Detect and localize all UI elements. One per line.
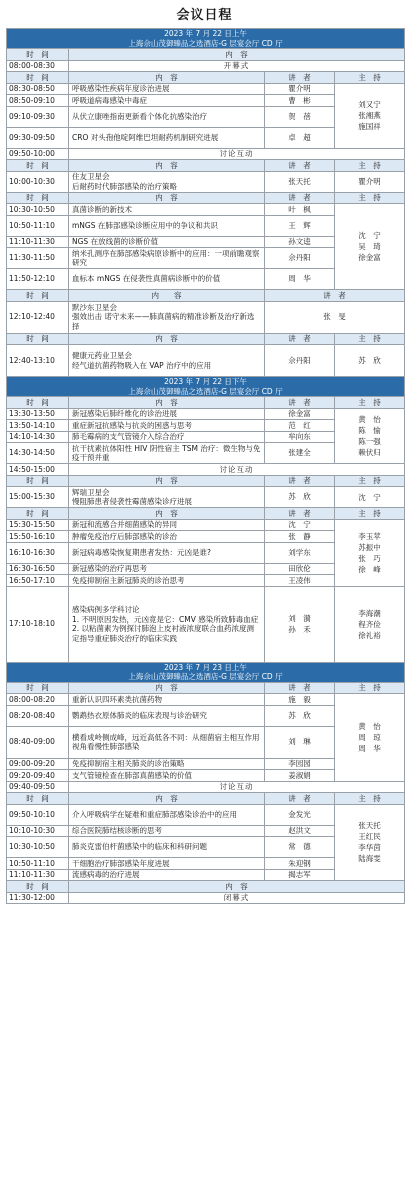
header-content: 内 容 xyxy=(69,682,265,694)
speaker-cell: 牟向东 xyxy=(265,431,335,443)
header-chair: 主 持 xyxy=(335,333,405,345)
topic-cell: 血标本 mNGS 在侵袭性真菌病诊断中的价值 xyxy=(69,269,265,290)
header-speaker: 讲 者 xyxy=(265,682,335,694)
header-content: 内 容 xyxy=(69,508,265,520)
header-row xyxy=(7,508,405,520)
header-time: 时 间 xyxy=(7,475,69,487)
time-cell: 09:20-09:40 xyxy=(7,770,69,782)
speaker-cell: 孙文逵 xyxy=(265,236,335,248)
speaker-cell: 范 红 xyxy=(265,420,335,432)
header-time: 时 间 xyxy=(7,333,69,345)
speaker-cell: 刘 漪 孙 禾 xyxy=(265,586,335,662)
time-cell: 17:10-18:10 xyxy=(7,586,69,662)
speaker-cell: 张建全 xyxy=(265,443,335,464)
speaker-cell: 田欣伦 xyxy=(265,563,335,575)
chair-cell: 沈 宁 xyxy=(335,487,405,508)
band-venue: 上海佘山茂御臻品之选酒店-G 层宴会厅 CD 厅 xyxy=(128,386,283,396)
session-row xyxy=(7,408,405,420)
time-cell: 14:10-14:30 xyxy=(7,431,69,443)
discussion-label: 讨论互动 xyxy=(69,781,405,793)
time-cell: 16:30-16:50 xyxy=(7,563,69,575)
time-cell: 10:30-10:50 xyxy=(7,204,69,216)
time-cell: 10:10-10:30 xyxy=(7,825,69,837)
discussion-row xyxy=(7,148,405,160)
speaker-cell: 卓 超 xyxy=(265,127,335,148)
header-time: 时 间 xyxy=(7,682,69,694)
time-cell: 13:30-13:50 xyxy=(7,408,69,420)
speaker-cell: 苏 欣 xyxy=(265,487,335,508)
header-row xyxy=(7,793,405,805)
session-row xyxy=(7,804,405,825)
speaker-cell: 朱迎钢 xyxy=(265,858,335,870)
header-content: 内 容 xyxy=(69,49,405,61)
closing-label: 闭幕式 xyxy=(69,892,405,904)
header-content: 内 容 xyxy=(69,290,265,302)
speaker-cell: 施 毅 xyxy=(265,694,335,706)
time-cell: 11:30-12:00 xyxy=(7,892,69,904)
speaker-cell: 瞿介明 xyxy=(265,83,335,95)
topic-cell: 重症新冠抗感染与抗炎的困惑与思考 xyxy=(69,420,265,432)
topic-cell: CRO 对头孢他啶阿维巴坦耐药机制研究进展 xyxy=(69,127,265,148)
header-content: 内 容 xyxy=(69,160,265,172)
band-venue: 上海佘山茂御臻品之选酒店-G 层宴会厅 CD 厅 xyxy=(128,38,283,48)
speaker-cell: 揭志军 xyxy=(265,869,335,881)
topic-cell: 鹦鹉热衣原体肺炎的临床表现与诊治研究 xyxy=(69,705,265,726)
header-chair: 主 持 xyxy=(335,397,405,409)
time-cell: 10:30-10:50 xyxy=(7,837,69,858)
header-chair: 主 持 xyxy=(335,192,405,204)
speaker-cell: 刘 琳 xyxy=(265,726,335,758)
header-chair: 主 持 xyxy=(335,508,405,520)
topic-cell: 横看成岭侧成峰，远近高低各不同：从细菌宿主相互作用视角看慢性肺部感染 xyxy=(69,726,265,758)
speaker-cell: 李园园 xyxy=(265,758,335,770)
topic-cell: 从伏立康唑指南更新看个体化抗感染治疗 xyxy=(69,106,265,127)
time-cell: 10:50-11:10 xyxy=(7,858,69,870)
chair-cell: 张天托 王红民 李华茵 陆海雯 xyxy=(335,804,405,881)
day2-am-band xyxy=(7,662,405,682)
header-speaker: 讲 者 xyxy=(265,192,335,204)
header-chair: 主 持 xyxy=(335,475,405,487)
topic-cell: 新冠感染后肺纤维化的诊治进展 xyxy=(69,408,265,420)
mdt-row xyxy=(7,586,405,662)
chair-cell: 李海潮 程齐俭 徐礼裕 xyxy=(335,586,405,662)
speaker-cell: 苏 欣 xyxy=(265,705,335,726)
header-chair: 主 持 xyxy=(335,682,405,694)
band-venue: 上海佘山茂御臻品之选酒店-G 层宴会厅 CD 厅 xyxy=(128,672,283,681)
header-speaker: 讲 者 xyxy=(265,160,335,172)
session-row xyxy=(7,204,405,216)
time-cell: 14:50-15:00 xyxy=(7,464,69,476)
topic-cell: mNGS 在肺部感染诊断应用中的争议和共识 xyxy=(69,215,265,236)
opening-label: 开幕式 xyxy=(69,60,405,72)
time-cell: 08:00-08:30 xyxy=(7,60,69,72)
topic-cell: 默沙东卫星会 强效出击 诺守未来——肺真菌病的精准诊断及治疗新选择 xyxy=(69,301,265,333)
speaker-cell: 叶 枫 xyxy=(265,204,335,216)
topic-cell: 呼吸道病毒感染中毒症 xyxy=(69,95,265,107)
time-cell: 08:30-08:50 xyxy=(7,83,69,95)
speaker-cell: 佘丹阳 xyxy=(265,345,335,377)
topic-cell: 免疫抑制宿主相关肺炎的诊治策略 xyxy=(69,758,265,770)
time-cell: 09:50-10:00 xyxy=(7,148,69,160)
discussion-label: 讨论互动 xyxy=(69,148,405,160)
chair-cell: 刘又宁 张湘燕 施国祥 xyxy=(335,83,405,148)
day1-am-band xyxy=(7,29,405,49)
chair-cell: 苏 欣 xyxy=(335,345,405,377)
header-row xyxy=(7,192,405,204)
header-time: 时 间 xyxy=(7,192,69,204)
time-cell: 08:40-09:00 xyxy=(7,726,69,758)
header-content: 内 容 xyxy=(69,72,265,84)
header-row xyxy=(7,333,405,345)
header-speaker: 讲 者 xyxy=(265,397,335,409)
topic-cell: 支气管镜检查在肺部真菌感染的价值 xyxy=(69,770,265,782)
header-row xyxy=(7,290,405,302)
time-cell: 11:10-11:30 xyxy=(7,236,69,248)
time-cell: 12:40-13:10 xyxy=(7,345,69,377)
speaker-cell: 金发光 xyxy=(265,804,335,825)
topic-cell: 肺毛霉病的支气管镜介入综合治疗 xyxy=(69,431,265,443)
topic-cell: 新冠感染的治疗再思考 xyxy=(69,563,265,575)
header-speaker: 讲 者 xyxy=(265,508,335,520)
satellite-row xyxy=(7,345,405,377)
header-row xyxy=(7,72,405,84)
time-cell: 09:40-09:50 xyxy=(7,781,69,793)
time-cell: 09:30-09:50 xyxy=(7,127,69,148)
time-cell: 10:00-10:30 xyxy=(7,171,69,192)
header-row xyxy=(7,475,405,487)
header-content: 内 容 xyxy=(69,793,265,805)
satellite-row xyxy=(7,301,405,333)
chair-cell: 瞿介明 xyxy=(335,171,405,192)
topic-cell: 辉瑞卫星会 慢阻肺患者侵袭性霉菌感染诊疗进展 xyxy=(69,487,265,508)
time-cell: 08:20-08:40 xyxy=(7,705,69,726)
speaker-cell: 刘学东 xyxy=(265,542,335,563)
topic-cell: 纳米孔测序在肺部感染病原诊断中的应用：一项前瞻观察研究 xyxy=(69,248,265,269)
satellite-row xyxy=(7,487,405,508)
topic-cell: 健康元药业卫星会 经气道抗菌药物吸入在 VAP 治疗中的应用 xyxy=(69,345,265,377)
header-time: 时 间 xyxy=(7,160,69,172)
header-content: 内 容 xyxy=(69,333,265,345)
topic-cell: 呼吸感染性疾病年度诊治进展 xyxy=(69,83,265,95)
header-content: 内 容 xyxy=(69,881,405,893)
time-cell: 13:50-14:10 xyxy=(7,420,69,432)
header-speaker: 讲 者 xyxy=(265,333,335,345)
chair-cell: 李玉苹 苏振中 张 巧 徐 峰 xyxy=(335,519,405,586)
topic-cell: 真菌诊断的新技术 xyxy=(69,204,265,216)
time-cell: 14:30-14:50 xyxy=(7,443,69,464)
time-cell: 09:10-09:30 xyxy=(7,106,69,127)
speaker-cell: 赵洪文 xyxy=(265,825,335,837)
time-cell: 11:30-11:50 xyxy=(7,248,69,269)
schedule-table xyxy=(6,28,405,904)
header-row xyxy=(7,160,405,172)
header-time: 时 间 xyxy=(7,508,69,520)
closing-row xyxy=(7,892,405,904)
speaker-cell: 张 静 xyxy=(265,531,335,543)
header-chair: 主 持 xyxy=(335,72,405,84)
chair-cell: 黄 怡 周 琼 周 华 xyxy=(335,694,405,782)
speaker-cell: 徐金富 xyxy=(265,408,335,420)
chair-cell: 沈 宁 吴 琦 徐金富 xyxy=(335,204,405,290)
time-cell: 09:00-09:20 xyxy=(7,758,69,770)
speaker-cell: 佘丹阳 xyxy=(265,248,335,269)
page-title: 会议日程 xyxy=(176,8,233,23)
topic-cell: 感染病例多学科讨论 1. 不明原因发热，元凶竟是它：CMV 感染所致肺毒血症 2. 以粘菌素为例探讨肺泡上皮衬液浓度联合血药浓度测定指导重症肺炎治疗的临床实践 xyxy=(69,586,265,662)
header-chair: 主 持 xyxy=(335,160,405,172)
speaker-cell: 常 德 xyxy=(265,837,335,858)
satellite-row xyxy=(7,171,405,192)
header-time: 时 间 xyxy=(7,397,69,409)
header-row xyxy=(7,682,405,694)
speaker-cell: 王 辉 xyxy=(265,215,335,236)
speaker-cell: 贺 蓓 xyxy=(265,106,335,127)
header-speaker: 讲 者 xyxy=(265,290,405,302)
time-cell: 15:50-16:10 xyxy=(7,531,69,543)
session-row xyxy=(7,519,405,531)
session-row xyxy=(7,694,405,706)
session-row xyxy=(7,83,405,95)
topic-cell: 肿瘤免疫治疗后肺部感染的诊治 xyxy=(69,531,265,543)
header-time: 时 间 xyxy=(7,793,69,805)
header-content: 内 容 xyxy=(69,397,265,409)
header-row xyxy=(7,49,405,61)
speaker-cell: 周 华 xyxy=(265,269,335,290)
header-time: 时 间 xyxy=(7,290,69,302)
time-cell: 08:50-09:10 xyxy=(7,95,69,107)
speaker-cell: 张 旻 xyxy=(265,301,405,333)
chair-cell: 黄 怡 陈 愉 陈一强 赖伏归 xyxy=(335,408,405,464)
discussion-row xyxy=(7,464,405,476)
topic-cell: NGS 在放线菌的诊断价值 xyxy=(69,236,265,248)
discussion-label: 讨论互动 xyxy=(69,464,405,476)
speaker-cell: 曹 彬 xyxy=(265,95,335,107)
topic-cell: 住友卫星会 后耐药时代肺部感染的治疗策略 xyxy=(69,171,265,192)
header-speaker: 讲 者 xyxy=(265,793,335,805)
header-content: 内 容 xyxy=(69,192,265,204)
time-cell: 12:10-12:40 xyxy=(7,301,69,333)
band-date: 2023 年 7 月 22 日上午 xyxy=(164,29,247,38)
band-date: 2023 年 7 月 23 日上午 xyxy=(164,662,247,672)
header-time: 时 间 xyxy=(7,49,69,61)
time-cell: 11:10-11:30 xyxy=(7,869,69,881)
topic-cell: 抗干扰素抗体阳性 HIV 阴性宿主 TSM 治疗：微生物与免疫干预并重 xyxy=(69,443,265,464)
speaker-cell: 张天托 xyxy=(265,171,335,192)
opening-row xyxy=(7,60,405,72)
speaker-cell: 沈 宁 xyxy=(265,519,335,531)
topic-cell: 重新认识四环素类抗菌药物 xyxy=(69,694,265,706)
topic-cell: 干细胞治疗肺部感染年度进展 xyxy=(69,858,265,870)
time-cell: 15:30-15:50 xyxy=(7,519,69,531)
topic-cell: 介入呼吸病学在疑难和重症肺部感染诊治中的应用 xyxy=(69,804,265,825)
day1-pm-band xyxy=(7,377,405,397)
header-time: 时 间 xyxy=(7,72,69,84)
header-chair: 主 持 xyxy=(335,793,405,805)
topic-cell: 免疫抑制宿主新冠肺炎的诊治思考 xyxy=(69,575,265,587)
discussion-row xyxy=(7,781,405,793)
speaker-cell: 姜淑娟 xyxy=(265,770,335,782)
band-date: 2023 年 7 月 22 日下午 xyxy=(164,377,247,386)
header-row xyxy=(7,397,405,409)
header-row xyxy=(7,881,405,893)
time-cell: 16:50-17:10 xyxy=(7,575,69,587)
topic-cell: 流感病毒的治疗进展 xyxy=(69,869,265,881)
time-cell: 08:00-08:20 xyxy=(7,694,69,706)
header-speaker: 讲 者 xyxy=(265,475,335,487)
header-content: 内 容 xyxy=(69,475,265,487)
header-speaker: 讲 者 xyxy=(265,72,335,84)
time-cell: 16:10-16:30 xyxy=(7,542,69,563)
topic-cell: 肺炎克雷伯杆菌感染中的临床和科研问题 xyxy=(69,837,265,858)
topic-cell: 综合医院肺结核诊断的思考 xyxy=(69,825,265,837)
time-cell: 09:50-10:10 xyxy=(7,804,69,825)
time-cell: 11:50-12:10 xyxy=(7,269,69,290)
header-time: 时 间 xyxy=(7,881,69,893)
topic-cell: 新冠和流感合并细菌感染的异同 xyxy=(69,519,265,531)
speaker-cell: 王凌伟 xyxy=(265,575,335,587)
topic-cell: 新冠病毒感染恢复期患者发热：元凶是谁? xyxy=(69,542,265,563)
time-cell: 15:00-15:30 xyxy=(7,487,69,508)
time-cell: 10:50-11:10 xyxy=(7,215,69,236)
